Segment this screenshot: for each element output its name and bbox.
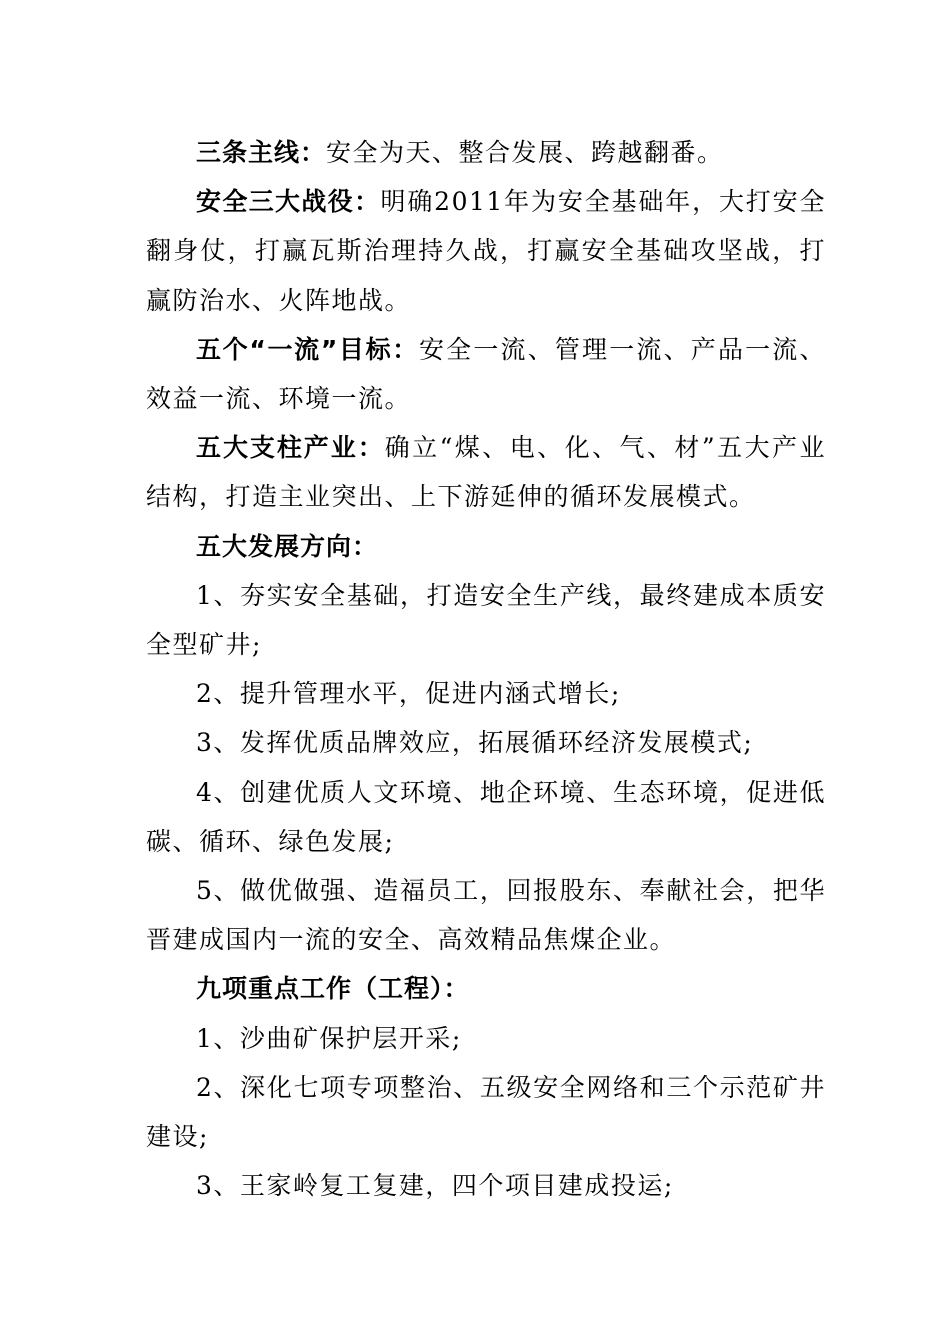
list-item-direction-5: 5、做优做强、造福员工，回报股东、奉献社会，把华晋建成国内一流的安全、高效精品焦煤企业。: [146, 876, 826, 955]
list-item-project-2: 2、深化七项专项整治、五级安全网络和三个示范矿井建设;: [146, 1072, 826, 1152]
label-five-goals: 五个“一流”目标：: [196, 334, 419, 364]
paragraph-five-goals: [146, 325, 826, 423]
heading-five-directions: [146, 522, 826, 571]
text-main-lines: 安全为天、整合发展、跨越翻番。: [326, 138, 724, 167]
document-body: [146, 128, 826, 1210]
text-five-industries: 确立“煤、电、化、气、材”五大产业结构，打造主业突出、上下游延伸的循环发展模式。: [146, 433, 826, 512]
label-safety-campaigns: 安全三大战役：: [196, 187, 381, 217]
list-item-direction-2: 2、提升管理水平，促进内涵式增长;: [196, 679, 621, 709]
label-main-lines: 三条主线：: [196, 138, 327, 167]
list-item-direction-3: 3、发挥优质品牌效应，拓展循环经济发展模式;: [196, 728, 754, 758]
paragraph-five-industries: [146, 423, 826, 521]
text-safety-campaigns: 明确2011年为安全基础年，大打安全翻身仗，打赢瓦斯治理持久战，打赢安全基础攻坚战，打赢防治水、火阵地战。: [146, 187, 826, 315]
heading-nine-projects: [146, 964, 826, 1013]
label-five-industries: 五大支柱产业：: [196, 433, 385, 463]
paragraph-safety-campaigns: [146, 177, 826, 325]
list-item-direction-1: 1、夯实安全基础，打造安全生产线，最终建成本质安全型矿井;: [146, 580, 826, 660]
text-five-goals: 安全一流、管理一流、产品一流、效益一流、环境一流。: [146, 334, 826, 414]
paragraph-main-lines: [146, 128, 826, 177]
label-nine-projects: 九项重点工作（工程）：: [196, 974, 470, 1004]
label-five-directions: 五大发展方向：: [196, 531, 379, 561]
list-item-project-1: 1、沙曲矿保护层开采;: [196, 1023, 462, 1053]
list-item-project-3: 3、王家岭复工复建，四个项目建成投运;: [196, 1171, 674, 1201]
list-item-direction-4: 4、创建优质人文环境、地企环境、生态环境，促进低碳、循环、绿色发展;: [146, 777, 826, 856]
